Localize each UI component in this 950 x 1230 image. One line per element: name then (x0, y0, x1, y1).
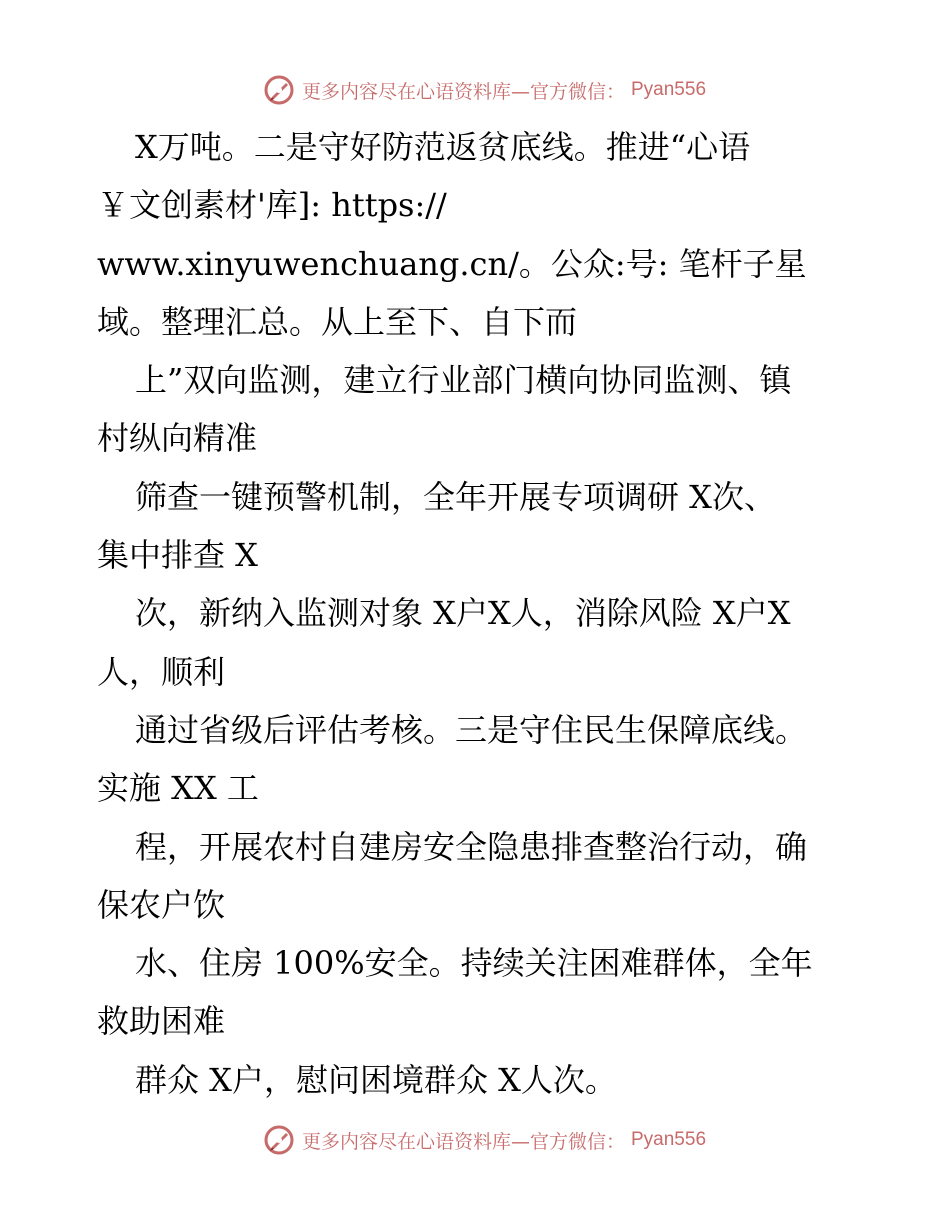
paragraph-line: 通过省级后评估考核。三是守住民生保障底线。 (135, 710, 808, 749)
paragraph-line: 上”双向监测，建立行业部门横向协同监测、镇 (135, 361, 792, 400)
pen-logo-icon (262, 1123, 296, 1157)
paragraph-line: 次，新纳入监测对象 X户X人，消除风险 X户X (135, 594, 791, 633)
paragraph-line: 水、住房 100%安全。持续关注困难群体，全年 (135, 944, 813, 983)
paragraph-line: 群众 X户，慰问困境群众 X人次。 (135, 1060, 617, 1099)
paragraph-line: 村纵向精准 (97, 419, 258, 458)
header-banner-text: 更多内容尽在心语资料库—官方微信： (301, 80, 625, 103)
document-body (97, 118, 867, 1109)
footer-banner-content (262, 1123, 706, 1157)
paragraph-line: 域。整理汇总。从上至下、自下而 (97, 302, 578, 341)
pen-logo-icon (262, 73, 296, 107)
footer-banner-wechat-id: Pyan556 (631, 1129, 707, 1150)
footer-banner (0, 1120, 950, 1160)
paragraph-line: 集中排查 X (97, 536, 258, 575)
header-banner (0, 70, 950, 110)
paragraph-line: 筛查一键预警机制，全年开展专项调研 X次、 (135, 477, 776, 516)
paragraph-line: 保农户饮 (97, 885, 226, 924)
paragraph-line: 救助困难 (97, 1002, 226, 1041)
footer-banner-text: 更多内容尽在心语资料库—官方微信： (301, 1130, 625, 1153)
paragraph-line: ￥文创素材'库]: https:// (97, 186, 447, 225)
paragraph-line: 实施 XX 工 (97, 769, 259, 808)
paragraph-line: 程，开展农村自建房安全隐患排查整治行动，确 (135, 827, 808, 866)
header-banner-wechat-id: Pyan556 (631, 79, 707, 100)
paragraph-line: www.xinyuwenchuang.cn/。公众:号: 笔杆子星 (97, 244, 807, 283)
paragraph-line: 人，顺利 (97, 652, 226, 691)
paragraph-line: X万吨。二是守好防范返贫底线。推进“心语 (135, 128, 751, 166)
header-banner-content (262, 73, 706, 107)
